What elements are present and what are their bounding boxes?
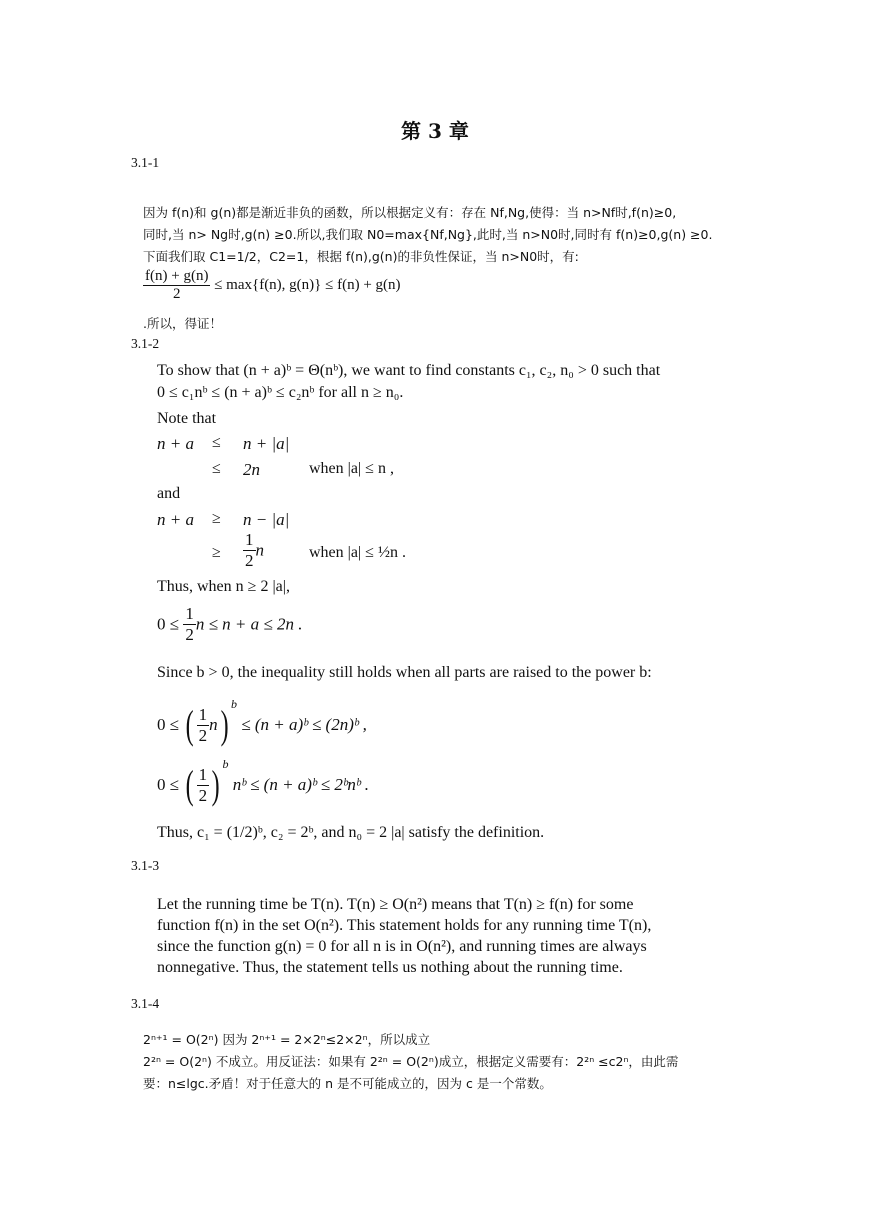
- s313-line-4: nonnegative. Thus, the statement tells us nothing about the running time.: [157, 959, 623, 976]
- s311-conclusion: .所以，得证！: [143, 316, 222, 331]
- exercise-label-3-1-3: 3.1-3: [131, 858, 160, 873]
- s312-r2-rhs: 2n: [243, 460, 260, 479]
- s312-ineq3-den: 2: [198, 785, 208, 805]
- left-paren-icon: (: [186, 702, 195, 747]
- s312-ineq2-in: n: [209, 715, 218, 734]
- s312-ineq1-fraction: [183, 604, 196, 645]
- right-paren-icon: ): [220, 702, 229, 747]
- s312-thus-2: Thus, c₁ = (1/2)ᵇ, c₂ = 2ᵇ, and n₀ = 2 |a| satisfy the definition.: [157, 824, 545, 841]
- s312-r4-expr: [243, 530, 264, 571]
- s312-ineq3-a: 0 ≤: [157, 775, 180, 794]
- s311-line-2: 同时,当 n> Ng时,g(n) ≥0.所以,我们取 N0=max{Nf,Ng},此时,当 n>N0时,同时有 f(n)≥0,g(n) ≥0.: [143, 227, 713, 242]
- s311-ineq-rest: ≤ max{f(n), g(n)} ≤ f(n) + g(n): [214, 277, 401, 293]
- s312-r1-op: ≤: [212, 434, 221, 451]
- s312-r2-cond: when |a| ≤ n ,: [309, 460, 394, 477]
- s314-line-2: 2²ⁿ = O(2ⁿ) 不成立。用反证法：如果有 2²ⁿ = O(2ⁿ)成立，根据定义需要有：2²ⁿ ≤c2ⁿ，由此需: [143, 1054, 679, 1069]
- s312-r1-lhs: n + a: [157, 434, 194, 453]
- s314-line-1: 2ⁿ⁺¹ = O(2ⁿ) 因为 2ⁿ⁺¹ = 2×2ⁿ≤2×2ⁿ，所以成立: [143, 1032, 431, 1047]
- s313-line-2: function f(n) in the set O(n²). This statement holds for any running time T(n),: [157, 917, 652, 934]
- s312-ineq2-num: 1: [198, 704, 208, 724]
- exercise-label-3-1-1: 3.1-1: [131, 155, 160, 170]
- s312-ineq2-b: ≤ (n + a)ᵇ ≤ (2n)ᵇ ,: [241, 715, 367, 734]
- s313-line-1: Let the running time be T(n). T(n) ≥ O(n²) means that T(n) ≥ f(n) for some: [157, 896, 634, 913]
- chapter-title: 第 3 章: [401, 119, 469, 143]
- s312-r4-cond: when |a| ≤ ½n .: [309, 544, 406, 561]
- s312-para-1b: 0 ≤ c₁nᵇ ≤ (n + a)ᵇ ≤ c₂nᵇ for all n ≥ n₀.: [157, 384, 404, 401]
- s312-ineq1-den: 2: [185, 625, 194, 644]
- s312-r3-op: ≥: [212, 510, 221, 527]
- s312-para-1a: To show that (n + a)ᵇ = Θ(nᵇ), we want to find constants c₁, c₂, n₀ > 0 such that: [157, 362, 661, 379]
- s311-inequality: [143, 268, 401, 303]
- s311-frac-num: f(n) + g(n): [145, 268, 209, 284]
- s312-and: and: [157, 485, 181, 502]
- exercise-label-3-1-2: 3.1-2: [131, 336, 160, 351]
- s312-ineq2-a: 0 ≤: [157, 715, 180, 734]
- s313-line-3: since the function g(n) = 0 for all n is in O(n²), and running times are always: [157, 938, 647, 955]
- s312-ineq2-fraction: [197, 705, 210, 746]
- s311-line-1: 因为 f(n)和 g(n)都是渐近非负的函数，所以根据定义有：存在 Nf,Ng,使得：当 n>Nf时,f(n)≥0,: [143, 205, 677, 220]
- s312-ineq3-fraction: [197, 765, 210, 806]
- s312-ineq3-exp: b: [222, 757, 229, 771]
- s312-r4-num: 1: [245, 530, 254, 549]
- s312-thus-1: Thus, when n ≥ 2 |a|,: [157, 578, 290, 595]
- s312-ineq1-a: 0 ≤: [157, 614, 180, 634]
- s312-r4-fraction: [243, 530, 256, 571]
- s311-line-3: 下面我们取 C1=1/2，C2=1，根据 f(n),g(n)的非负性保证，当 n>N0时，有:: [143, 249, 579, 264]
- s312-r3-rhs: n − |a|: [243, 510, 290, 529]
- s312-r1-rhs: n + |a|: [243, 434, 290, 453]
- s312-ineq-1: [157, 604, 302, 645]
- right-paren-icon: ): [211, 762, 220, 807]
- s312-r4-den: 2: [245, 551, 254, 570]
- s311-frac-den: 2: [172, 286, 181, 302]
- s312-ineq-3: [157, 757, 369, 807]
- s312-note: Note that: [157, 410, 217, 427]
- s312-ineq1-b: n ≤ n + a ≤ 2n .: [195, 614, 303, 634]
- s312-ineq-2: [157, 697, 367, 747]
- s312-r4-var: n: [255, 540, 264, 560]
- left-paren-icon: (: [186, 762, 195, 807]
- exercise-label-3-1-4: 3.1-4: [131, 996, 160, 1011]
- s312-r4-op: ≥: [212, 544, 221, 561]
- s312-ineq1-num: 1: [185, 604, 194, 623]
- s312-r2-op: ≤: [212, 460, 221, 477]
- s312-ineq2-exp: b: [231, 697, 237, 711]
- s312-ineq2-den: 2: [198, 725, 208, 745]
- s312-r3-lhs: n + a: [157, 510, 194, 529]
- s312-ineq3-num: 1: [198, 764, 208, 784]
- s312-since: Since b > 0, the inequality still holds when all parts are raised to the power b:: [157, 664, 652, 681]
- s314-line-3: 要：n≤lgc.矛盾！对于任意大的 n 是不可能成立的，因为 c 是一个常数。: [143, 1076, 552, 1091]
- s311-fraction: [143, 268, 210, 303]
- s312-ineq3-b: nᵇ ≤ (n + a)ᵇ ≤ 2ᵇnᵇ .: [232, 775, 369, 794]
